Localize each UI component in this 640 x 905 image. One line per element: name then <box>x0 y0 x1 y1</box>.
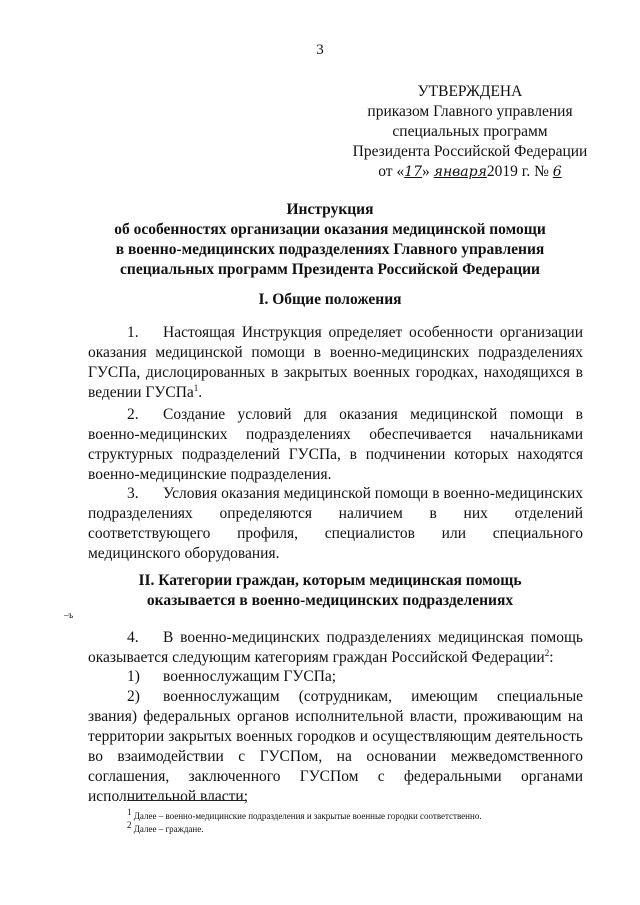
heading-line: оказывается в военно-медицинских подразделениях <box>146 592 514 609</box>
list-number: 2) <box>127 688 140 705</box>
footnote-mark: 1 <box>127 807 132 817</box>
page-number: 3 <box>316 42 324 58</box>
title-line: в военно-медицинских подразделениях Главного управления <box>115 241 545 258</box>
approval-line: приказом Главного управления <box>367 103 573 120</box>
list-item-1 <box>88 667 583 687</box>
approval-block <box>320 82 620 182</box>
list-number: 1) <box>127 668 140 685</box>
date-year: 2019 г. № <box>486 163 549 180</box>
footnote-ref: 1 <box>193 382 199 393</box>
paragraph-number: 4. <box>127 629 139 646</box>
footnote-2 <box>127 820 597 836</box>
order-number: 6 <box>552 164 562 180</box>
paragraph-1: 1. Настоящая Инструкция определяет особенности организации оказания медицинской помощи в военно-медицинских подразделениях ГУСПа, дислоцированных в закрытых военных городках, находящихся в ведении ГУСПа$^1$. <box>88 324 583 401</box>
approval-line: специальных программ <box>392 123 548 140</box>
section-2-heading <box>60 571 600 611</box>
footnote-text: Далее – военно-медицинские подразделения и закрытые военные городки соответственно. <box>133 811 482 821</box>
paragraph-text: В военно-медицинских подразделениях медицинская помощь оказывается следующим категориям граждан Российской Федерации <box>88 629 583 666</box>
paragraph-text: Создание условий для оказания медицинской помощи в военно-медицинских подразделениях обеспечивается начальниками структурных подразделений ГУСПа, в подчинении которых находятся военно-медицинские подразделения. <box>88 406 583 483</box>
footnote-ref: 2 <box>544 647 550 658</box>
date-prefix: от « <box>378 163 405 180</box>
date-month: января <box>433 164 487 180</box>
paragraph-number: 3. <box>127 485 139 502</box>
footnote-separator <box>127 800 245 801</box>
approval-title: УТВЕРЖДЕНА <box>417 83 523 100</box>
section-1-heading: I. Общие положения <box>258 291 402 308</box>
heading-line: II. Категории граждан, которым медицинская помощь <box>138 572 522 589</box>
title-line: специальных программ Президента Российской Федерации <box>120 261 540 278</box>
date-day: 17 <box>404 164 423 180</box>
list-text: военнослужащим ГУСПа; <box>163 668 337 685</box>
footnote-mark: 2 <box>127 820 132 830</box>
footnote-text: Далее – граждане. <box>133 824 204 834</box>
footnote-1 <box>127 807 597 823</box>
list-text: военнослужащим (сотрудникам, имеющим специальные звания) федеральных органов исполнительной власти, проживающим на территории закрытых военных городков и осуществляющим деятельность во взаимодействии с ГУСПом, на основании межведомственного соглашения, заключенного ГУСПом с федеральными органами исполнительной власти; <box>88 688 583 805</box>
document-title <box>60 200 600 280</box>
approval-date <box>320 162 620 182</box>
title-line: об особенностях организации оказания медицинской помощи <box>114 221 546 238</box>
title-line: Инструкция <box>286 201 374 218</box>
date-mid: » <box>422 163 430 180</box>
paragraph-number: 1. <box>127 324 139 341</box>
margin-mark: –ъ <box>64 610 74 620</box>
approval-line: Президента Российской Федерации <box>352 143 588 160</box>
list-item-2 <box>88 687 583 807</box>
paragraph-3 <box>88 484 583 564</box>
paragraph-text: Условия оказания медицинской помощи в военно-медицинских подразделениях определяются наличием в них отделений соответствующего профиля, специалистов или специального медицинского оборудования. <box>88 485 583 562</box>
paragraph-2 <box>88 405 583 485</box>
paragraph-4: 4. В военно-медицинских подразделениях медицинская помощь оказывается следующим категориям граждан Российской Федерации$^2$: <box>88 629 583 666</box>
paragraph-number: 2. <box>127 406 139 423</box>
paragraph-text: Настоящая Инструкция определяет особенности организации оказания медицинской помощи в военно-медицинских подразделениях ГУСПа, дислоцированных в закрытых военных городках, находящихся в ведении ГУСПа <box>88 324 583 401</box>
